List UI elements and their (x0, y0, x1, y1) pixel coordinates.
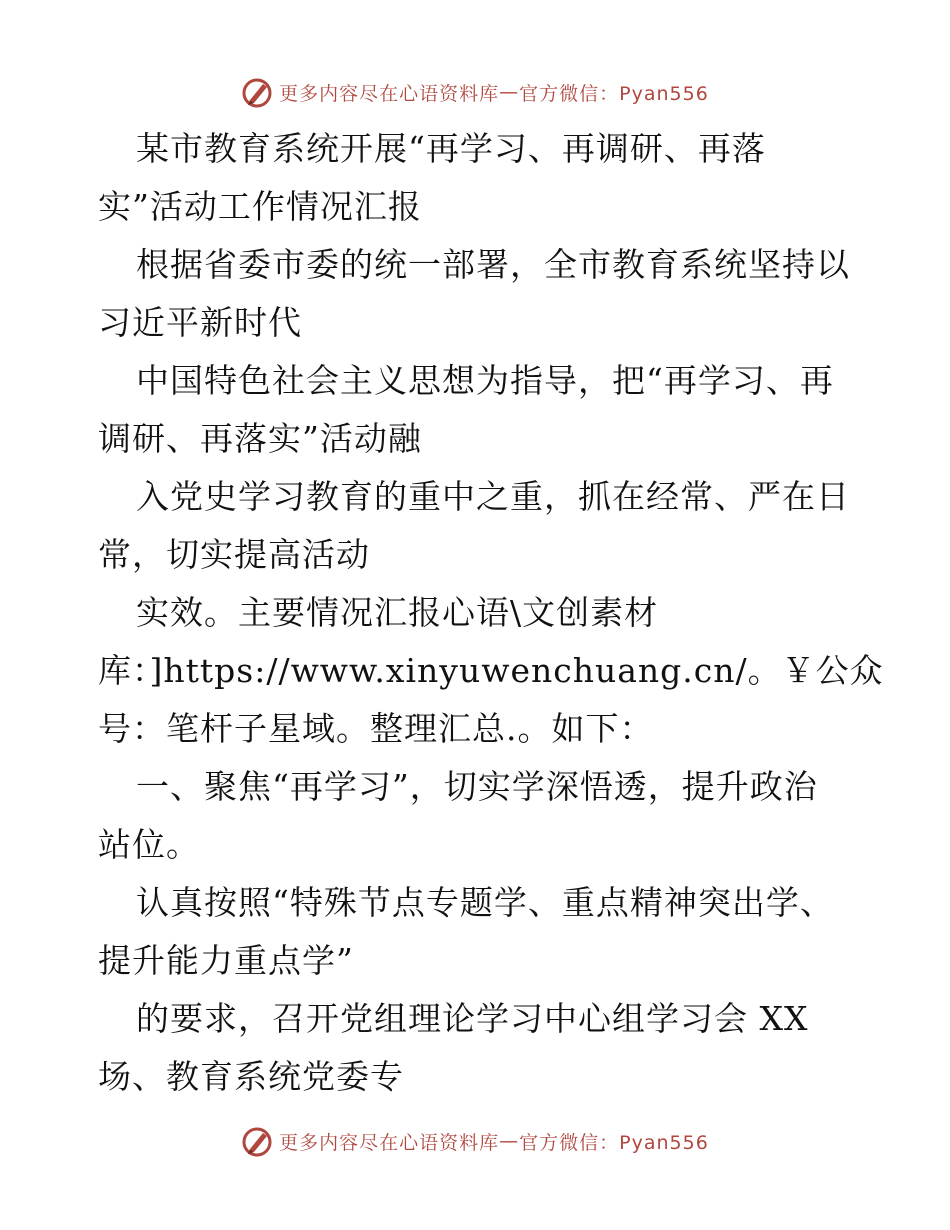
header-banner-contact: 官方微信：Pyan556 (519, 82, 709, 105)
title-line-1: 某市教育系统开展“再学习、再调研、再落 (136, 129, 766, 168)
paragraph-line: 场、教育系统党委专 (98, 1057, 404, 1096)
paragraph-line: 认真按照“特殊节点专题学、重点精神突出学、 (136, 883, 834, 922)
pen-logo-icon (241, 1125, 273, 1157)
footer-banner-text: 更多内容尽在心语资料库 (279, 1131, 500, 1154)
paragraph-line: 中国特色社会主义思想为指导，把“再学习、再 (136, 361, 834, 400)
paragraph-line: 提升能力重点学” (98, 941, 354, 980)
paragraph-line: 库：]https://www.xinyuwenchuang.cn/。￥公众 (98, 651, 884, 690)
paragraph-line: 实效。主要情况汇报心语\文创素材 (136, 593, 659, 632)
document-body (98, 120, 884, 1106)
paragraph-line: 的要求，召开党组理论学习中心组学习会 XX (136, 999, 809, 1038)
title-line-2: 实”活动工作情况汇报 (98, 187, 422, 226)
footer-banner-contact: 官方微信：Pyan556 (519, 1131, 709, 1154)
footer-banner-dash: — (499, 1130, 520, 1152)
paragraph-line: 常，切实提高活动 (98, 535, 370, 574)
header-banner-dash: — (499, 81, 520, 103)
header-banner-text: 更多内容尽在心语资料库 (279, 82, 500, 105)
footer-banner (0, 1121, 950, 1161)
paragraph-line: 入党史学习教育的重中之重，抓在经常、严在日 (136, 477, 850, 516)
section-heading-cont: 站位。 (98, 825, 200, 864)
paragraph-line: 习近平新时代 (98, 303, 302, 342)
header-banner (0, 72, 950, 112)
paragraph-line: 号：笔杆子星域。整理汇总.。如下： (98, 709, 654, 748)
pen-logo-icon (241, 76, 273, 108)
section-heading: 一、聚焦“再学习”，切实学深悟透，提升政治 (136, 767, 818, 806)
paragraph-line: 调研、再落实”活动融 (98, 419, 422, 458)
paragraph-line: 根据省委市委的统一部署，全市教育系统坚持以 (136, 245, 850, 284)
